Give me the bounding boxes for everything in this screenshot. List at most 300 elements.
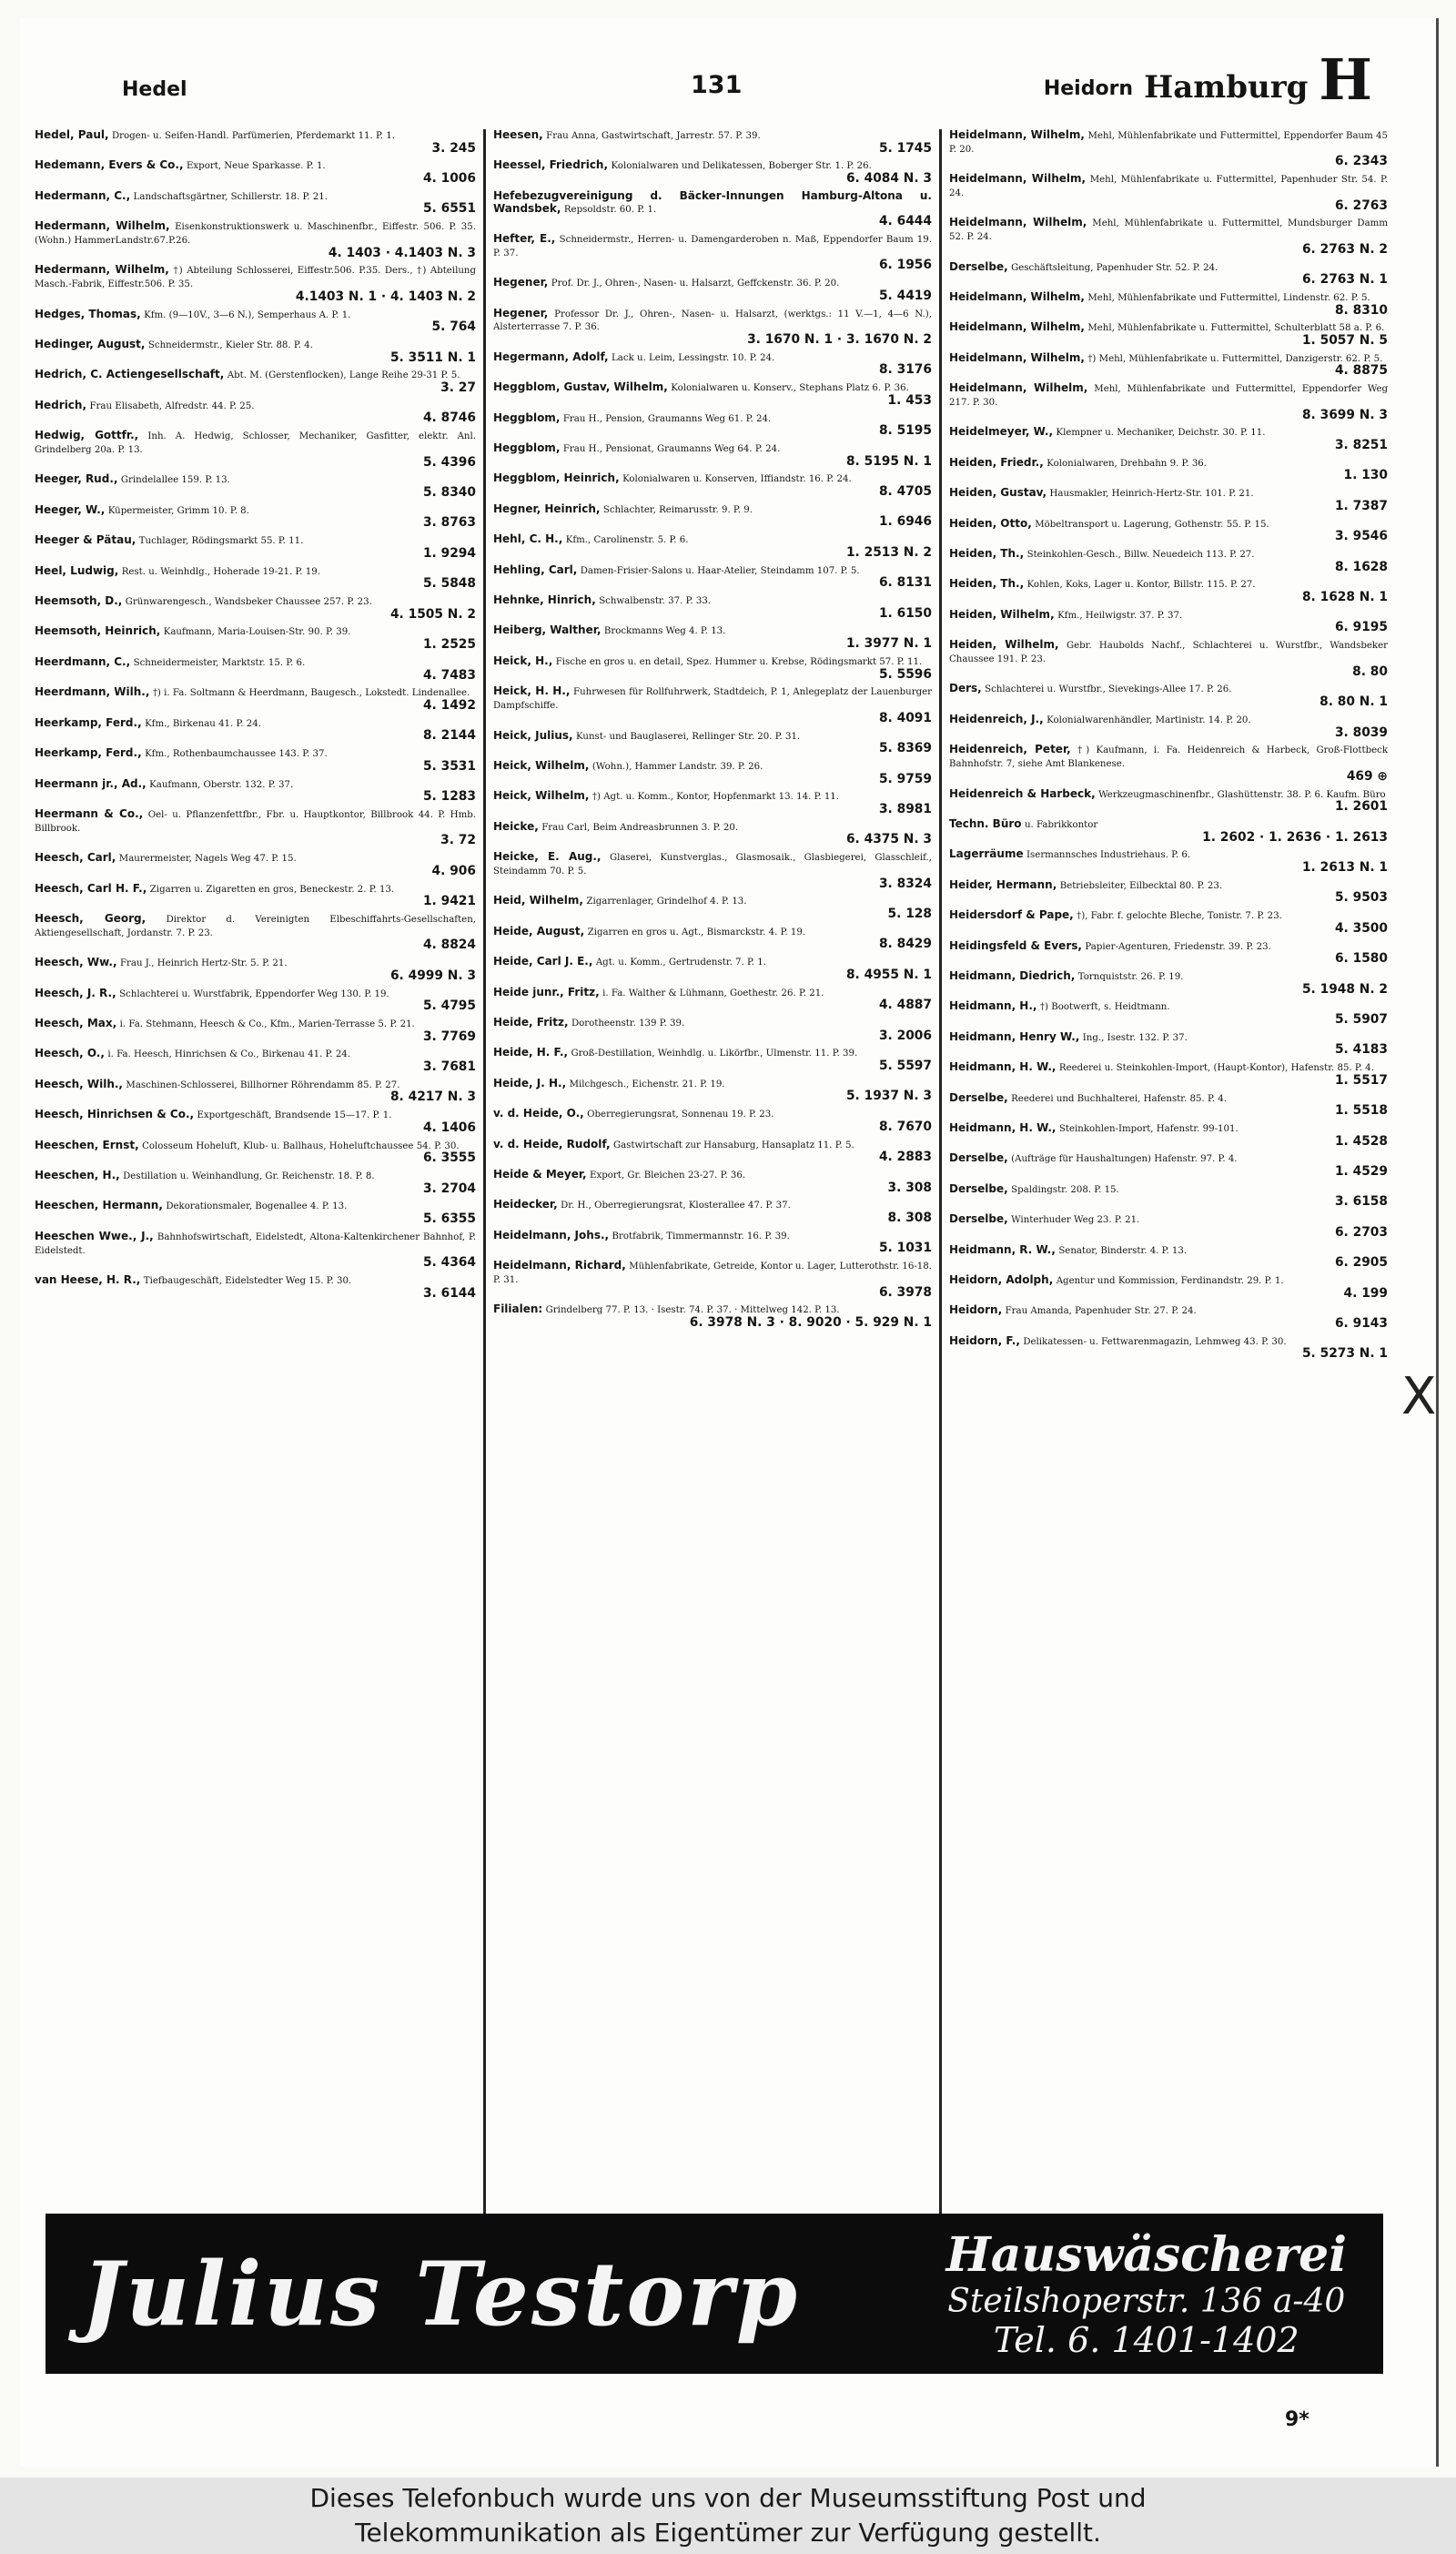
entry-details: Kolonialwaren und Delikatessen, Boberger Str. 1. P. 26.: [611, 161, 872, 172]
entry-phone: 1. 4528: [1334, 1133, 1388, 1149]
entry-phone: 6. 4999 N. 3: [389, 968, 476, 983]
entry-details: Rest. u. Weinhdlg., Hoherade 19-21. P. 19.: [121, 566, 320, 577]
entry-phone: 8. 80: [1352, 664, 1388, 679]
entry-details: Kfm., Carolinenstr. 5. P. 6.: [565, 535, 689, 546]
directory-entry: [493, 956, 932, 986]
entry-phone: 5. 1948 N. 2: [1301, 981, 1388, 997]
directory-entry: [35, 1170, 476, 1200]
entry-name: Heesch, Max,: [35, 1016, 117, 1029]
entry-name: Heesch, O.,: [35, 1047, 105, 1060]
entry-name: Hedrich, C. Actiengesellschaft,: [35, 368, 225, 381]
entry-phone: 5. 5273 N. 1: [1301, 1346, 1388, 1362]
directory-entry: [493, 1108, 932, 1138]
entry-phone: 6. 3555: [422, 1150, 476, 1166]
entry-name: Heidelmann, Wilhelm,: [949, 290, 1085, 304]
ad-address: Steilshoperstr. 136 a-40: [947, 2283, 1346, 2320]
directory-entry: [493, 412, 932, 442]
entry-name: Heidmann, Diedrich,: [949, 968, 1076, 982]
entry-details: Export, Neue Sparkasse. P. 1.: [186, 161, 326, 172]
entry-details: †) Kaufmann, i. Fa. Heidenreich & Harbeck, Groß-Flottbeck Bahnhofstr. 7, siehe Amt Blankenese.: [949, 745, 1388, 770]
entry-details: u. Fabrikkontor: [1024, 819, 1098, 830]
directory-entry: [35, 504, 476, 534]
entry-phone: 5. 8369: [878, 741, 932, 756]
entry-details: Delikatessen- u. Fettwarenmagazin, Lehmweg 43. P. 30.: [1023, 1336, 1287, 1347]
page-header: [122, 46, 1372, 115]
entry-details: Schneidermstr., Herren- u. Damengarderoben n. Maß, Eppendorfer Baum 19. P. 37.: [493, 235, 932, 258]
directory-entry: [949, 217, 1388, 260]
entry-name: Heesch, Ww.,: [35, 956, 117, 969]
entry-details: Frau H., Pensionat, Graumanns Weg 64. P. 24.: [562, 444, 781, 455]
entry-name: Heidelmann, Wilhelm,: [949, 320, 1085, 334]
directory-entry: [35, 595, 476, 625]
entry-name: Heide, Fritz,: [493, 1015, 569, 1029]
entry-name: Heide, J. H.,: [493, 1076, 567, 1090]
entry-name: Heide, H. F.,: [493, 1046, 569, 1059]
entry-details: Mehl, Mühlenfabrikate und Futtermittel, Lindenstr. 62. P. 5.: [1087, 293, 1370, 304]
entry-phone: 3. 8763: [422, 515, 476, 531]
entry-phone: 8. 5195 N. 1: [845, 453, 932, 469]
directory-entry: [493, 442, 932, 472]
entry-phone: 3. 9546: [1334, 529, 1388, 544]
entry-name: Heerkamp, Ferd.,: [35, 746, 142, 760]
entry-details: Senator, Binderstr. 4. P. 13.: [1058, 1245, 1188, 1256]
directory-entry: [35, 988, 476, 1018]
entry-details: Isermannsches Industriehaus. P. 6.: [1026, 850, 1191, 861]
entry-details: Winterhuder Weg 23. P. 21.: [1011, 1215, 1140, 1226]
directory-entry: [949, 1183, 1388, 1213]
directory-entry: [35, 309, 476, 339]
entry-phone: 3. 6158: [1334, 1194, 1388, 1210]
entry-details: Frau Amanda, Papenhuder Str. 27. P. 24.: [1005, 1306, 1197, 1317]
directory-entry: [493, 821, 932, 851]
entry-details: (Wohn.), Hammer Landstr. 39. P. 26.: [592, 761, 763, 772]
entry-name: Hedwig, Gottfr.,: [35, 429, 139, 442]
entry-phone: 4. 8824: [422, 937, 476, 953]
entry-details: Dr. H., Oberregierungsrat, Klosterallee 47. P. 37.: [561, 1201, 791, 1211]
entry-name: Hedinger, August,: [35, 338, 146, 351]
directory-entry: [493, 233, 932, 277]
entry-details: †) Abteilung Schlosserei, Eiffestr.506. P.35. Ders., †) Abteilung Masch.-Fabrik, Eiffestr.506. P. 35.: [35, 266, 476, 290]
directory-entry: [493, 851, 932, 895]
directory-entry: [949, 1092, 1388, 1122]
entry-details: Schlachterei u. Wurstfbr., Sievekings-Allee 17. P. 26.: [985, 684, 1232, 695]
entry-name: Hefter, E.,: [493, 232, 556, 246]
entry-name: Heermann & Co.,: [35, 806, 144, 820]
column-1: [27, 129, 483, 2250]
entry-name: Heidmann, H.,: [949, 999, 1037, 1013]
entry-phone: 6. 2763: [1334, 198, 1388, 213]
entry-phone: 1. 2601: [1334, 799, 1388, 815]
directory-entry: [493, 594, 932, 624]
entry-details: Grünwarengesch., Wandsbeker Chaussee 257. P. 23.: [125, 597, 372, 608]
directory-entry: [493, 308, 932, 351]
entry-phone: 3. 308: [887, 1180, 932, 1195]
directory-entry: [493, 1139, 932, 1169]
directory-entry: [949, 548, 1388, 578]
entry-name: Heesch, Hinrichsen & Co.,: [35, 1108, 195, 1121]
entry-phone: 6. 2763 N. 2: [1301, 241, 1388, 257]
entry-name: van Heese, H. R.,: [35, 1273, 141, 1286]
entry-name: Heggblom,: [493, 441, 561, 455]
entry-phone: 6. 1580: [1334, 951, 1388, 967]
directory-entry: [493, 655, 932, 685]
directory-entry: [949, 714, 1388, 744]
entry-details: †) i. Fa. Soltmann & Heerdmann, Baugesch., Lokstedt. Lindenallee.: [152, 688, 470, 699]
directory-entry: [493, 533, 932, 563]
entry-phone: 8. 7670: [878, 1119, 932, 1134]
entry-details: Kaufmann, Maria-Louisen-Str. 90. P. 39.: [163, 627, 351, 638]
entry-name: Heggblom, Gustav, Wilhelm,: [493, 380, 668, 394]
entry-name: Hehl, C. H.,: [493, 532, 563, 546]
entry-details: Tuchlager, Rödingsmarkt 55. P. 11.: [138, 536, 304, 547]
entry-details: Dekorationsmaler, Bogenallee 4. P. 13.: [166, 1201, 348, 1212]
entry-name: Heeschen, Ernst,: [35, 1138, 139, 1151]
entry-phone: 4. 7483: [422, 667, 476, 683]
entry-details: i. Fa. Heesch, Hinrichsen & Co., Birkenau 41. P. 24.: [107, 1049, 351, 1060]
directory-entry: [35, 625, 476, 655]
entry-details: Kolonialwaren, Drehbahn 9. P. 36.: [1046, 458, 1208, 469]
entry-phone: 3. 8324: [878, 876, 932, 891]
entry-phone: 5. 4419: [878, 288, 932, 303]
entry-phone: 5. 5848: [422, 576, 476, 592]
entry-name: v. d. Heide, O.,: [493, 1107, 584, 1120]
directory-entry: [949, 1061, 1388, 1091]
entry-phone: 3. 2006: [878, 1028, 932, 1043]
entry-phone: 8. 1628 N. 1: [1301, 590, 1388, 605]
entry-details: Schwalbenstr. 37. P. 33.: [599, 596, 712, 607]
entry-name: Heider, Hermann,: [949, 877, 1057, 891]
entry-details: Professor Dr. J., Ohren-, Nasen- u. Halsarzt, (werktgs.: 11 V.—1, 4—6 N.), Alsterterrasse 7. P. 36.: [493, 309, 932, 333]
entry-name: Heiden, Otto,: [949, 516, 1032, 530]
directory-entry: [949, 1152, 1388, 1182]
entry-details: Frau J., Heinrich Hertz-Str. 5. P. 21.: [119, 958, 288, 969]
entry-details: †), Fabr. f. gelochte Bleche, Tonistr. 7. P. 23.: [1077, 911, 1282, 922]
directory-entry: [35, 883, 476, 913]
entry-phone: 5. 128: [887, 906, 932, 921]
directory-entry: [35, 1200, 476, 1230]
entry-phone: 5. 4396: [422, 454, 476, 470]
entry-phone: 3. 8251: [1334, 438, 1388, 453]
entry-phone: 8. 1628: [1334, 559, 1388, 574]
advertisement-banner: [46, 2214, 1383, 2374]
directory-entry: [493, 564, 932, 594]
directory-entry: [35, 339, 476, 369]
entry-details: Bahnhofswirtschaft, Eidelstedt, Altona-Kaltenkirchener Bahnhof, P. Eidelstedt.: [35, 1231, 476, 1256]
entry-details: Landschaftsgärtner, Schillerstr. 18. P. 21.: [133, 191, 328, 202]
entry-name: Heesen,: [493, 128, 543, 141]
entry-name: Hegener,: [493, 306, 549, 319]
ad-phone: Tel. 6. 1401-1402: [993, 2320, 1299, 2360]
directory-entry: [493, 1230, 932, 1260]
entry-details: Prof. Dr. J., Ohren-, Nasen- u. Halsarzt, Geffckenstr. 36. P. 20.: [551, 279, 840, 289]
directory-entry: [35, 1079, 476, 1109]
entry-name: Hegener,: [493, 276, 549, 289]
entry-name: Heick, H.,: [493, 654, 553, 667]
entry-phone: 6. 3978: [878, 1284, 932, 1300]
entry-phone: 5. 1937 N. 3: [845, 1089, 932, 1104]
entry-name: Heiden, Friedr.,: [949, 455, 1044, 469]
directory-page: [20, 18, 1439, 2467]
directory-entry: [949, 261, 1388, 291]
entry-details: Maschinen-Schlosserei, Billhorner Röhrendamm 85. P. 27.: [126, 1079, 400, 1090]
entry-name: Techn. Büro: [949, 816, 1022, 830]
entry-phone: 4. 1492: [422, 697, 476, 713]
entry-phone: 6. 4084 N. 3: [845, 171, 932, 187]
entry-details: Groß-Destillation, Weinhdlg. u. Likörfbr., Ulmenstr. 11. P. 39.: [571, 1049, 858, 1059]
entry-phone: 1. 6150: [878, 605, 932, 621]
entry-name: Heide junr., Fritz,: [493, 985, 600, 998]
directory-entry: [949, 1335, 1388, 1365]
entry-details: Schneidermstr., Kieler Str. 88. P. 4.: [147, 340, 313, 351]
entry-details: Agt. u. Komm., Gertrudenstr. 7. P. 1.: [595, 958, 766, 968]
entry-name: Heick, Julius,: [493, 728, 573, 742]
entry-details: Destillation u. Weinhandlung, Gr. Reichenstr. 18. P. 8.: [123, 1171, 375, 1181]
directory-entry: [949, 639, 1388, 683]
entry-phone: 5. 6551: [422, 201, 476, 217]
entry-phone: 3. 72: [440, 833, 476, 848]
entry-name: Heerkamp, Ferd.,: [35, 715, 142, 729]
entry-phone: 4. 6444: [878, 214, 932, 229]
entry-details: Tiefbaugeschäft, Eidelstedter Weg 15. P. 30.: [143, 1276, 352, 1286]
entry-details: Küpermeister, Grimm 10. P. 8.: [107, 505, 249, 516]
entry-name: Heeger, W.,: [35, 502, 106, 516]
entry-phone: 5. 1283: [422, 789, 476, 805]
entry-phone: 4. 3500: [1334, 920, 1388, 936]
entry-name: Heggblom, Heinrich,: [493, 471, 620, 485]
directory-entry: [493, 1017, 932, 1047]
entry-phone: 1. 2525: [422, 637, 476, 653]
entry-details: Kfm., Birkenau 41. P. 24.: [145, 718, 261, 729]
entry-phone: 1. 2613 N. 1: [1301, 859, 1388, 875]
directory-entry: [949, 1274, 1388, 1304]
directory-entry: [493, 1199, 932, 1229]
entry-name: Heeger, Rud.,: [35, 472, 118, 486]
footer-line-1: Dieses Telefonbuch wurde uns von der Museumsstiftung Post und: [309, 2483, 1147, 2513]
entry-phone: 5. 9759: [878, 771, 932, 786]
directory-entry: [493, 472, 932, 502]
directory-entry: [949, 940, 1388, 970]
directory-entry: [35, 400, 476, 430]
directory-entry: [35, 808, 476, 852]
entry-details: †) Mehl, Mühlenfabrikate u. Futtermittel, Danzigerstr. 62. P. 5.: [1087, 353, 1383, 364]
column-2: [483, 129, 939, 2250]
directory-entry: [493, 895, 932, 925]
directory-entry: [35, 778, 476, 808]
entry-details: Spaldingstr. 208. P. 15.: [1011, 1184, 1119, 1195]
entry-details: Klempner u. Mechaniker, Deichstr. 30. P. 11.: [1056, 428, 1266, 439]
entry-name: Heidorn, Adolph,: [949, 1273, 1054, 1286]
directory-entry: [949, 1122, 1388, 1152]
entry-details: Kfm., Rothenbaumchaussee 143. P. 37.: [145, 749, 328, 760]
directory-entry: [949, 1000, 1388, 1030]
entry-phone: 8. 2144: [422, 728, 476, 744]
directory-entry: [35, 913, 476, 957]
directory-entry: [35, 852, 476, 882]
entry-details: Kunst- und Bauglaserei, Rellinger Str. 20. P. 31.: [576, 731, 801, 742]
directory-entry: [493, 1169, 932, 1199]
directory-entry: [493, 277, 932, 307]
entry-name: v. d. Heide, Rudolf,: [493, 1137, 611, 1150]
entry-phone: 6. 4375 N. 3: [845, 832, 932, 847]
entry-name: Heidenreich, J.,: [949, 712, 1044, 725]
directory-entry: [35, 1231, 476, 1274]
entry-phone: 8. 4955 N. 1: [845, 967, 932, 982]
entry-phone: 1. 6946: [878, 514, 932, 530]
entry-name: Heid, Wilhelm,: [493, 894, 583, 907]
entry-phone: 5. 764: [431, 319, 476, 335]
entry-details: i. Fa. Walther & Lühmann, Goethestr. 26. P. 21.: [602, 988, 824, 998]
entry-details: Mehl, Mühlenfabrikate und Futtermittel, Eppendorfer Weg 217. P. 30.: [949, 384, 1389, 409]
entry-details: Zigarrenlager, Grindelhof 4. P. 13.: [586, 897, 747, 907]
entry-name: Hedemann, Evers & Co.,: [35, 158, 184, 172]
margin-annotation: X: [1401, 1367, 1437, 1426]
entry-phone: 6. 9143: [1334, 1316, 1388, 1332]
entry-name: Derselbe,: [949, 1090, 1008, 1104]
entry-details: Kaufmann, Oberstr. 132. P. 37.: [149, 779, 294, 790]
directory-entry: [35, 264, 476, 308]
entry-details: Frau H., Pension, Graumanns Weg 61. P. 24.: [562, 413, 772, 424]
directory-entry: [949, 1304, 1388, 1334]
entry-details: Schlachter, Reimarusstr. 9. P. 9.: [602, 504, 753, 515]
entry-phone: 6. 2343: [1334, 154, 1388, 169]
entry-details: Steinkohlen-Import, Hafenstr. 99-101.: [1058, 1123, 1239, 1134]
entry-phone: 3. 7769: [422, 1029, 476, 1044]
entry-details: Papier-Agenturen, Friedenstr. 39. P. 23.: [1085, 941, 1271, 952]
entry-name: Hehnke, Hinrich,: [493, 593, 596, 607]
directory-entry: [35, 430, 476, 473]
entry-details: Agentur und Kommission, Ferdinandstr. 29. P. 1.: [1056, 1276, 1284, 1286]
header-letter: H: [1319, 46, 1372, 113]
entry-name: Hehling, Carl,: [493, 562, 578, 576]
entry-phone: 6. 8131: [878, 575, 932, 591]
entry-details: Grindelallee 159. P. 13.: [120, 475, 230, 486]
entry-name: Heiden, Wilhelm,: [949, 607, 1055, 621]
entry-name: Heermann jr., Ad.,: [35, 776, 147, 790]
ad-brand: Julius Testorp: [82, 2242, 801, 2346]
entry-details: Möbeltransport u. Lagerung, Gothenstr. 55. P. 15.: [1035, 519, 1269, 530]
entry-name: Derselbe,: [949, 1212, 1008, 1226]
entry-phone: 3. 6144: [422, 1285, 476, 1301]
directory-entry: [35, 190, 476, 220]
entry-details: †) Agt. u. Komm., Kontor, Hopfenmarkt 13. 14. P. 11.: [592, 792, 840, 803]
entry-name: Hedermann, Wilhelm,: [35, 219, 170, 233]
entry-phone: 5. 3531: [422, 758, 476, 774]
directory-entry: [949, 578, 1388, 608]
entry-name: Heeschen, H.,: [35, 1168, 120, 1181]
entry-details: Kfm., Heilwigstr. 37. P. 37.: [1057, 610, 1183, 621]
entry-phone: 8. 5195: [878, 423, 932, 439]
directory-entry: [35, 159, 476, 189]
directory-entry: [35, 686, 476, 716]
entry-details: Geschäftsleitung, Papenhuder Str. 52. P. 24.: [1011, 262, 1218, 273]
entry-name: Ders,: [949, 682, 982, 695]
entry-details: Hausmakler, Heinrich-Hertz-Str. 101. P. 21.: [1049, 489, 1254, 500]
entry-name: Heick, Wilhelm,: [493, 789, 590, 803]
entry-details: Kohlen, Koks, Lager u. Kontor, Billstr. 115. P. 27.: [1026, 580, 1256, 591]
directory-entry: [493, 926, 932, 956]
entry-phone: 4. 8875: [1334, 363, 1388, 379]
ad-service-title: Hauswäscherei: [945, 2227, 1347, 2283]
entry-details: Glaserei, Kunstverglas., Glasmosaik., Glasbiegerei, Glasschleif., Steindamm 70. P. 5.: [493, 853, 932, 877]
entry-name: Heesch, J. R.,: [35, 986, 116, 999]
entry-name: Heidelmann, Johs.,: [493, 1228, 610, 1242]
entry-details: Abt. M. (Gerstenflocken), Lange Reihe 29-31 P. 5.: [227, 370, 460, 381]
entry-name: Heeschen, Hermann,: [35, 1199, 163, 1212]
entry-details: Fische en gros u. en detail, Spez. Hummer u. Krebse, Rödingsmarkt 57. P. 11.: [555, 656, 923, 667]
column-3: [939, 129, 1395, 2250]
entry-details: Gastwirtschaft zur Hansaburg, Hansaplatz 11. P. 5.: [612, 1140, 854, 1150]
directory-entry: [949, 879, 1388, 909]
entry-phone: 4. 8746: [422, 410, 476, 426]
entry-phone: 8. 8429: [878, 937, 932, 952]
entry-name: Hedermann, C.,: [35, 188, 131, 202]
entry-phone: 6. 9195: [1334, 620, 1388, 635]
entry-phone: 5. 8340: [422, 485, 476, 501]
entry-name: Heesch, Carl,: [35, 851, 116, 865]
entry-name: Heidelmann, Wilhelm,: [949, 381, 1088, 395]
entry-details: Werkzeugmaschinenfbr., Glashüttenstr. 38. P. 6. Kaufm. Büro: [1098, 789, 1386, 800]
directory-entry: [493, 624, 932, 654]
entry-name: Heidorn, F.,: [949, 1333, 1020, 1347]
entry-name: Heidenreich & Harbeck,: [949, 786, 1096, 800]
directory-entry: [35, 957, 476, 987]
directory-entry: [35, 656, 476, 686]
entry-name: Hefebezugvereinigung d. Bäcker-Innungen Hamburg-Altona u. Wandsbek,: [493, 188, 932, 215]
entry-phone: 8. 4091: [878, 710, 932, 725]
directory-entry: [493, 503, 932, 533]
entry-name: Heick, H. H.,: [493, 684, 571, 698]
entry-details: Damen-Frisier-Salons u. Haar-Atelier, Steindamm 107. P. 5.: [580, 565, 860, 576]
entry-phone: 4.1403 N. 1 · 4. 1403 N. 2: [295, 289, 476, 304]
entry-name: Derselbe,: [949, 259, 1008, 273]
entry-name: Heick, Wilhelm,: [493, 758, 590, 772]
directory-entry: [35, 220, 476, 264]
entry-phone: 3. 2704: [422, 1181, 476, 1196]
directory-entry: [493, 760, 932, 790]
directory-entry: [493, 1078, 932, 1108]
directory-entry: [35, 565, 476, 595]
entry-phone: 1. 7387: [1334, 498, 1388, 513]
entry-details: Brockmanns Weg 4. P. 13.: [603, 626, 726, 637]
header-city: Hamburg: [1144, 69, 1309, 106]
header-right: [1043, 46, 1372, 113]
entry-details: Tornquiststr. 26. P. 19.: [1077, 971, 1184, 982]
directory-entry: [949, 609, 1388, 639]
entry-name: Heeschen Wwe., J.,: [35, 1229, 154, 1242]
entry-phone: 5. 1745: [878, 140, 932, 156]
entry-name: Heiden, Th.,: [949, 547, 1025, 561]
directory-entry: [35, 129, 476, 159]
entry-phone: 6. 2905: [1334, 1255, 1388, 1271]
entry-details: Frau Anna, Gastwirtschaft, Jarrestr. 57. P. 39.: [546, 131, 761, 141]
entry-name: Heggblom,: [493, 410, 561, 424]
entry-name: Heidenreich, Peter,: [949, 743, 1071, 756]
directory-entry: [949, 1244, 1388, 1274]
entry-details: Betriebsleiter, Eilbecktal 80. P. 23.: [1059, 880, 1223, 891]
entry-phone: 3. 8039: [1334, 725, 1388, 740]
entry-phone: 8. 80 N. 1: [1320, 694, 1388, 710]
entry-details: Drogen- u. Seifen-Handl. Parfümerien, Pferdemarkt 11. P. 1.: [111, 131, 395, 141]
entry-phone: 3. 27: [440, 380, 476, 396]
entry-phone: 1. 5057 N. 5: [1301, 333, 1388, 349]
directory-entry: [35, 534, 476, 564]
entry-details: Mehl, Mühlenfabrikate und Futtermittel, Eppendorfer Baum 45 P. 20.: [949, 131, 1388, 155]
entry-name: Heide & Meyer,: [493, 1167, 587, 1181]
directory-entry: [949, 683, 1388, 713]
entry-details: Colosseum Hoheluft, Klub- u. Ballhaus, Hoheluftchaussee 54. P. 30.: [142, 1140, 460, 1151]
entry-details: Maurermeister, Nagels Weg 47. P. 15.: [118, 854, 297, 865]
entry-details: Inh. A. Hedwig, Schlosser, Mechaniker, Gasfitter, elektr. Anl. Grindelberg 20a. P. 13.: [35, 431, 476, 456]
